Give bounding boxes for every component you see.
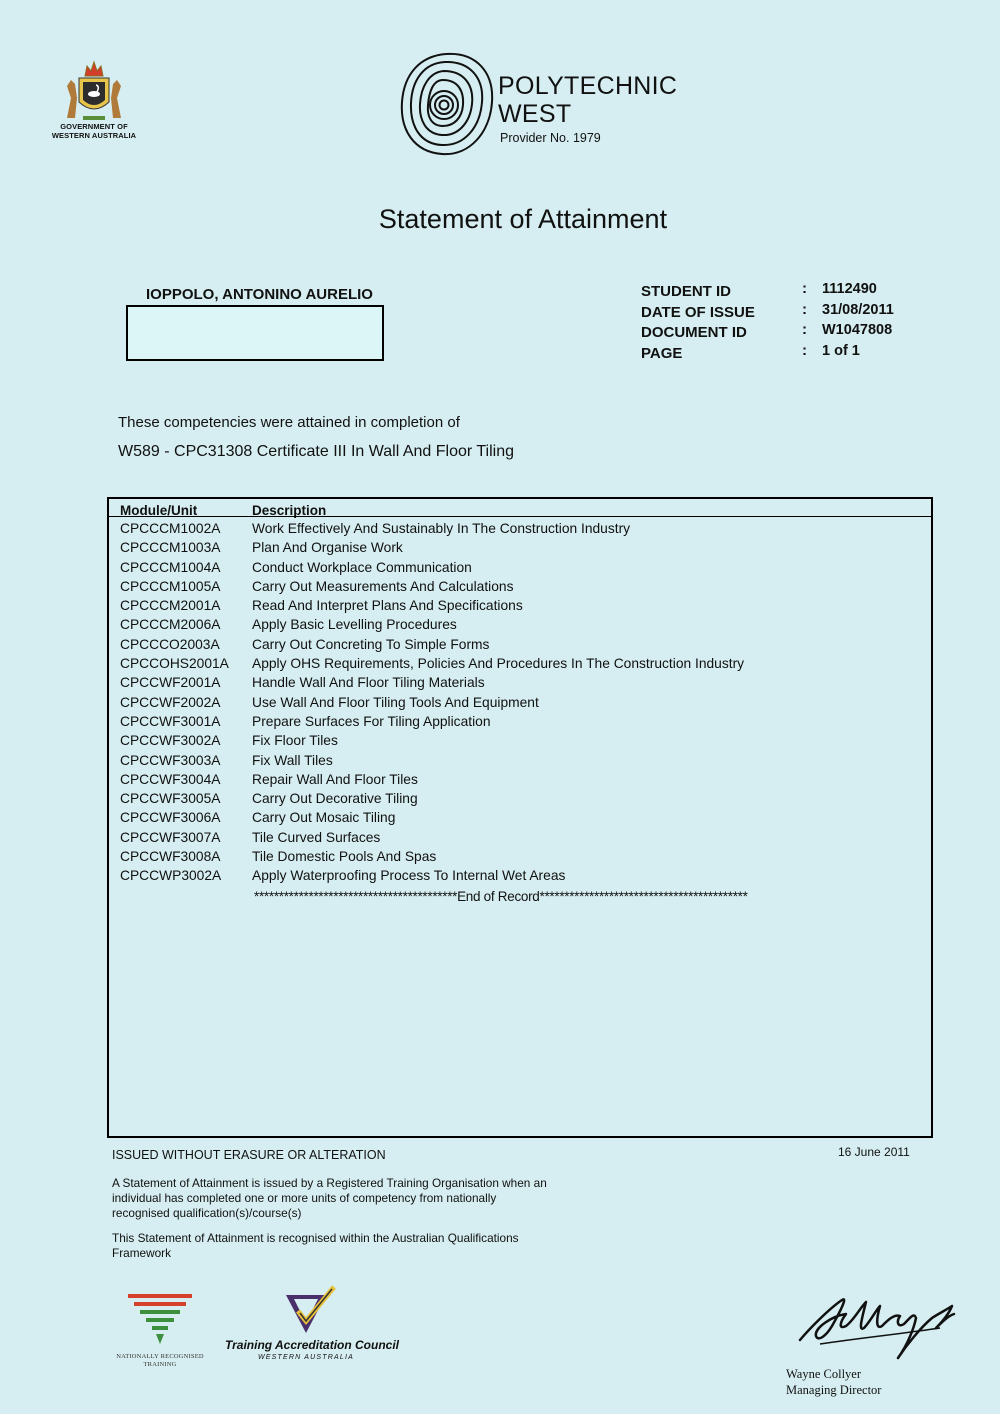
unit-description: Carry Out Mosaic Tiling (252, 810, 396, 826)
table-row (109, 828, 931, 847)
unit-description: Prepare Surfaces For Tiling Application (252, 713, 491, 729)
student-id-value: 1112490 (822, 281, 877, 297)
unit-code: CPCCCM1003A (120, 540, 221, 556)
table-row (109, 654, 931, 673)
unit-code: CPCCWF2001A (120, 675, 221, 691)
page-value: 1 of 1 (822, 342, 860, 359)
signature-icon (790, 1288, 980, 1368)
signature (790, 1288, 980, 1373)
page-label: PAGE (641, 344, 683, 362)
institution-name-line1: POLYTECHNIC (498, 72, 678, 100)
signer-name: Wayne Collyer (786, 1367, 862, 1381)
institution-name-line2: WEST (498, 100, 572, 128)
unit-description: Read And Interpret Plans And Specifications (252, 598, 523, 614)
government-text-line2: WESTERN AUSTRALIA (51, 131, 137, 140)
table-row (109, 558, 931, 577)
contour-rings-icon (398, 50, 498, 160)
unit-description: Carry Out Measurements And Calculations (252, 578, 514, 594)
header-divider (109, 516, 931, 517)
table-row (109, 808, 931, 827)
unit-code: CPCCWP3002A (120, 868, 222, 884)
unit-description: Fix Floor Tiles (252, 733, 338, 749)
table-row (109, 693, 931, 712)
unit-code: CPCCWF2002A (120, 694, 221, 710)
document-id-label: DOCUMENT ID (641, 324, 747, 341)
table-row (109, 847, 931, 866)
table-row (109, 538, 931, 557)
nrt-triangle-icon (120, 1290, 200, 1348)
aqf-recognition: This Statement of Attainment is recognised within the Australian Qualifications Framework (112, 1231, 519, 1260)
tac-subtitle: WESTERN AUSTRALIA (258, 1354, 354, 1361)
unit-description: Plan And Organise Work (252, 540, 403, 556)
table-row (109, 789, 931, 808)
unit-code: CPCCCM1005A (120, 578, 221, 594)
table-row (109, 596, 931, 615)
unit-code: CPCCWF3006A (120, 810, 221, 826)
header-description: Description (252, 503, 327, 518)
unit-code: CPCCWF3004A (120, 771, 221, 787)
signer-title: Managing Director (786, 1383, 882, 1397)
info-colons: : : : : (802, 280, 807, 359)
table-row (109, 519, 931, 538)
provider-number: Provider No. 1979 (500, 131, 601, 145)
unit-description: Apply Basic Levelling Procedures (252, 617, 457, 633)
document-title: Statement of Attainment (378, 204, 668, 234)
info-values (822, 279, 894, 361)
info-labels (641, 282, 755, 364)
table-row (109, 751, 931, 770)
unit-description: Conduct Workplace Communication (252, 559, 472, 575)
tac-name: Training Accreditation Council (225, 1338, 400, 1352)
nrt-logo (110, 1290, 210, 1369)
unit-code: CPCCCM2001A (120, 598, 221, 614)
unit-code: CPCCCM2006A (120, 617, 221, 633)
header-module-unit: Module/Unit (120, 503, 198, 518)
table-row (109, 577, 931, 596)
end-of-record: *****************************************End of Record****************************************** (254, 889, 748, 904)
table-row (109, 866, 931, 885)
table-row (109, 712, 931, 731)
student-name: IOPPOLO, ANTONINO AURELIO (146, 286, 373, 303)
unit-description: Handle Wall And Floor Tiling Materials (252, 675, 485, 691)
unit-code: CPCCCO2003A (120, 636, 220, 652)
nrt-text-line2: TRAINING (143, 1361, 177, 1368)
table-row (109, 731, 931, 750)
issue-date: 16 June 2011 (838, 1145, 910, 1159)
unit-description: Apply Waterproofing Process To Internal Wet Areas (252, 868, 566, 884)
table-row (109, 673, 931, 692)
unit-description: Apply OHS Requirements, Policies And Procedures In The Construction Industry (252, 656, 745, 672)
intro-text: These competencies were attained in completion of (118, 414, 460, 431)
unit-code: CPCCWF3005A (120, 791, 221, 807)
unit-description: Use Wall And Floor Tiling Tools And Equipment (252, 694, 539, 710)
table-row (109, 770, 931, 789)
unit-code: CPCCWF3003A (120, 752, 221, 768)
unit-code: CPCCWF3008A (120, 849, 221, 865)
government-text-line1: GOVERNMENT OF (60, 122, 128, 131)
government-crest (44, 58, 144, 140)
unit-rows (109, 519, 931, 886)
unit-code: CPCCWF3002A (120, 733, 221, 749)
unit-description: Tile Domestic Pools And Spas (252, 849, 437, 865)
unit-description: Work Effectively And Sustainably In The Construction Industry (252, 521, 631, 536)
unit-code: CPCCWF3007A (120, 829, 221, 845)
student-id-label: STUDENT ID (641, 283, 731, 300)
nrt-text-line1: NATIONALLY RECOGNISED (116, 1353, 204, 1360)
unit-code: CPCCCM1002A (120, 521, 221, 536)
unit-description: Fix Wall Tiles (252, 752, 333, 768)
polytechnic-logo (398, 50, 688, 160)
unit-description: Carry Out Decorative Tiling (252, 791, 418, 807)
tac-check-icon (280, 1285, 340, 1337)
qualification-title: W589 - CPC31308 Certificate III In Wall And Floor Tiling (118, 443, 515, 460)
document-id-value: W1047808 (822, 322, 893, 338)
date-of-issue-label: DATE OF ISSUE (641, 303, 755, 321)
redacted-address-box (126, 305, 384, 361)
crest-icon (59, 58, 129, 122)
unit-description: Tile Curved Surfaces (252, 829, 381, 845)
units-table (107, 497, 933, 1138)
unit-code: CPCCCM1004A (120, 559, 221, 575)
table-row (109, 635, 931, 654)
unit-code: CPCCWF3001A (120, 713, 221, 729)
statement-explanation: A Statement of Attainment is issued by a Registered Training Organisation when an individual has completed one or more units of competency from nationally recognised qualification(s)/course(s) (112, 1176, 547, 1220)
issued-note: ISSUED WITHOUT ERASURE OR ALTERATION (112, 1148, 386, 1162)
unit-description: Repair Wall And Floor Tiles (252, 771, 418, 787)
unit-description: Carry Out Concreting To Simple Forms (252, 636, 490, 652)
unit-code: CPCCOHS2001A (120, 656, 229, 672)
table-row (109, 615, 931, 634)
date-of-issue-value: 31/08/2011 (822, 301, 894, 318)
